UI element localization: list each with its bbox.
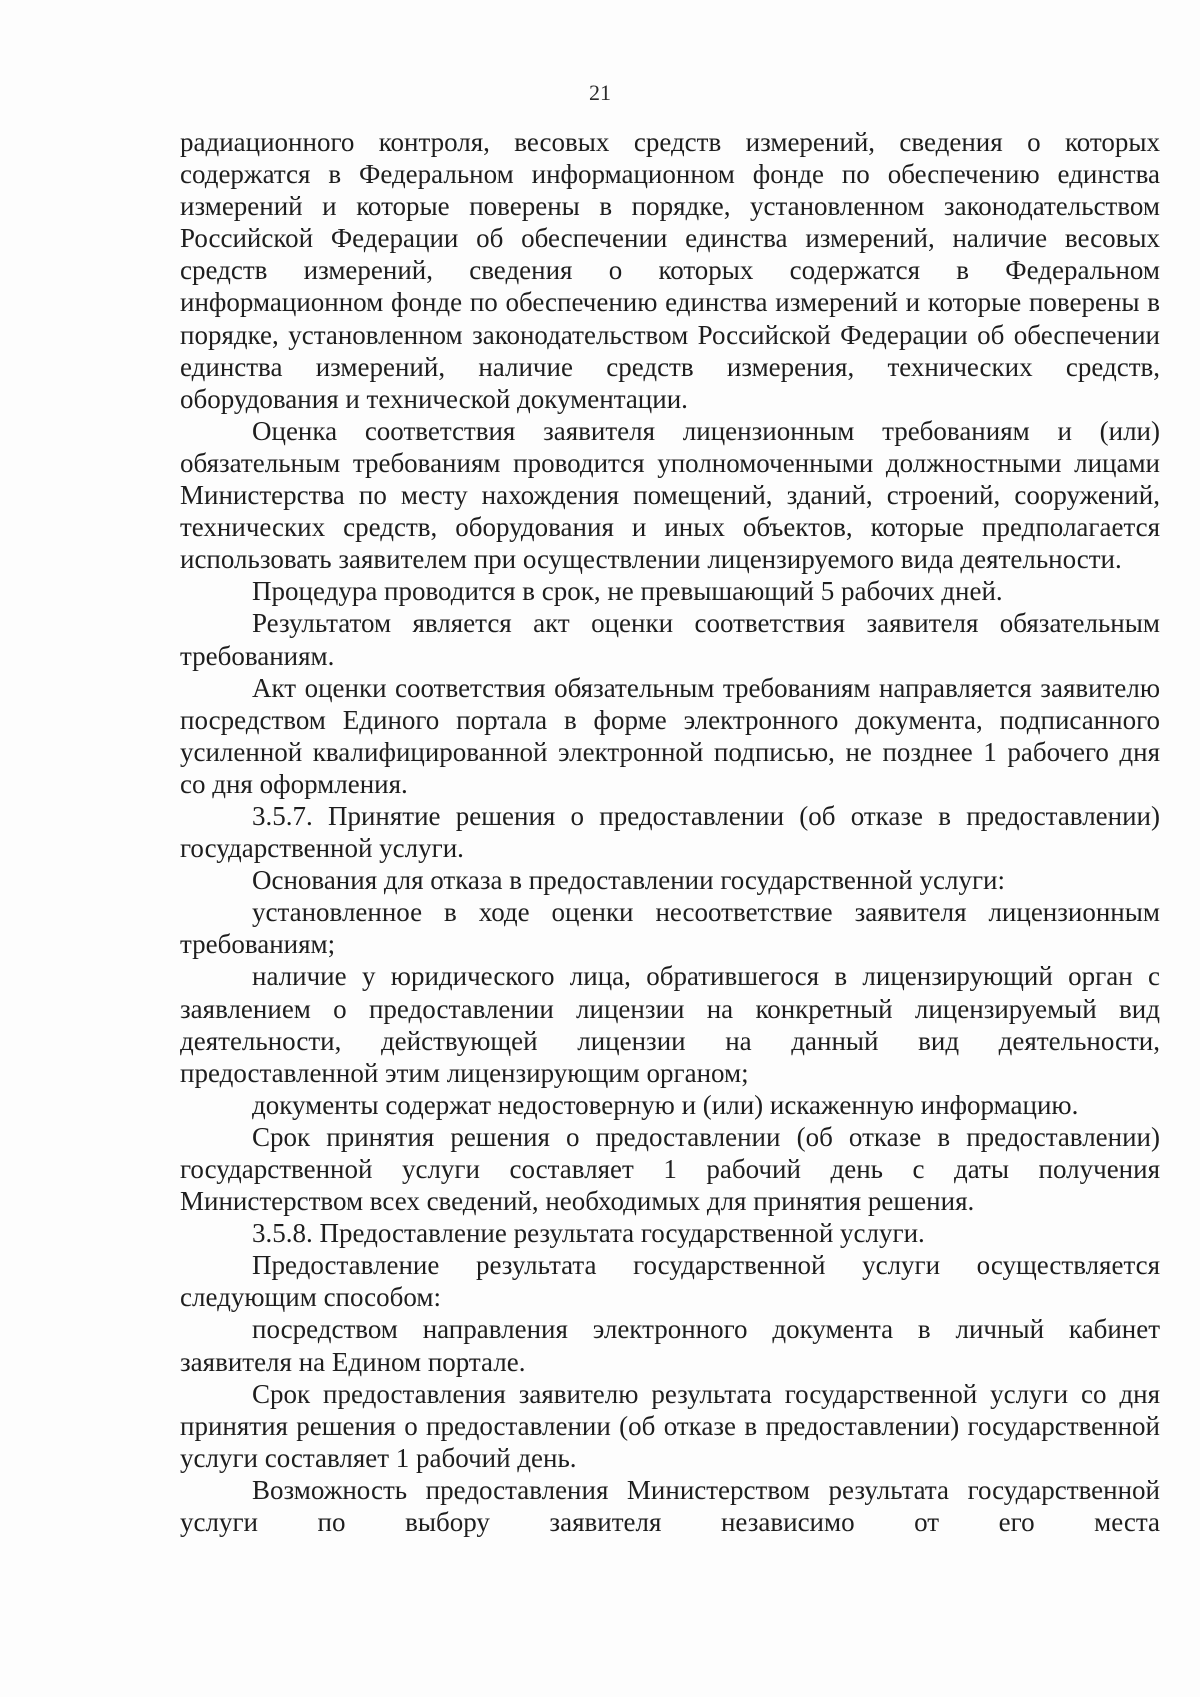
document-body <box>180 126 1160 1538</box>
list-item-nonconformity: установленное в ходе оценки несоответствие заявителя лицензионным требованиям; <box>180 897 1160 960</box>
list-item-existing-license: наличие у юридического лица, обратившегося в лицензирующий орган с заявлением о предоставлении лицензии на конкретный лицензируемый вид деятельности, действующей лицензии на данный вид деятельности, предоставленной этим лицензирующим органом; <box>180 961 1160 1088</box>
paragraph-assessment-act: Акт оценки соответствия обязательным требованиям направляется заявителю посредством Единого портала в форме электронного документа, подписанного усиленной квалифицированной электронной подписью, не позднее 1 рабочего дня со дня оформления. <box>180 672 1160 799</box>
paragraph-assessment-result: Результатом является акт оценки соответствия заявителя обязательным требованиям. <box>180 608 1160 671</box>
paragraph-refusal-grounds: Основания для отказа в предоставлении государственной услуги: <box>252 865 1005 896</box>
paragraph-conformity-assessment: Оценка соответствия заявителя лицензионным требованиям и (или) обязательным требованиям проводится уполномоченными должностными лицами Министерства по месту нахождения помещений, зданий, строений, сооружений, технических средств, оборудования и иных объектов, которые предполагается использовать заявителем при осуществлении лицензируемого вида деятельности. <box>180 415 1160 575</box>
list-item-personal-cabinet: посредством направления электронного документа в личный кабинет заявителя на Едином портале. <box>180 1314 1160 1377</box>
paragraph-decision-term: Срок принятия решения о предоставлении (об отказе в предоставлении) государственной услуги составляет 1 рабочий день с даты получения Министерством всех сведений, необходимых для принятия решения. <box>180 1121 1160 1217</box>
paragraph-result-term: Срок предоставления заявителю результата государственной услуги со дня принятия решения о предоставлении (об отказе в предоставлении) государственной услуги составляет 1 рабочий день. <box>180 1378 1160 1473</box>
page-number: 21 <box>589 80 611 105</box>
paragraph-measuring-instruments: радиационного контроля, весовых средств измерений, сведения о которых содержатся в Федеральном информационном фонде по обеспечению единства измерений и которые поверены в порядке, установленном законодательством Российской Федерации об обеспечении единства измерений, наличие весовых средств измерений, сведения о которых содержатся в Федеральном информационном фонде по обеспечению единства измерений и которые поверены в порядке, установленном законодательством Российской Федерации об обеспечении единства измерений, наличие средств измерения, технических средств, оборудования и технической документации. <box>180 127 1160 414</box>
list-item-false-information: документы содержат недостоверную и (или) искаженную информацию. <box>252 1089 1079 1120</box>
paragraph-result-possibility: Возможность предоставления Министерством результата государственной услуги по выбору заявителя независимо от его места <box>180 1474 1160 1538</box>
paragraph-procedure-term: Процедура проводится в срок, не превышающий 5 рабочих дней. <box>252 576 1003 607</box>
paragraph-result-method: Предоставление результата государственной услуги осуществляется следующим способом: <box>180 1250 1160 1313</box>
section-3-5-8-heading: 3.5.8. Предоставление результата государственной услуги. <box>252 1218 925 1249</box>
section-3-5-7-heading: 3.5.7. Принятие решения о предоставлении (об отказе в предоставлении) государственной услуги. <box>180 800 1160 864</box>
